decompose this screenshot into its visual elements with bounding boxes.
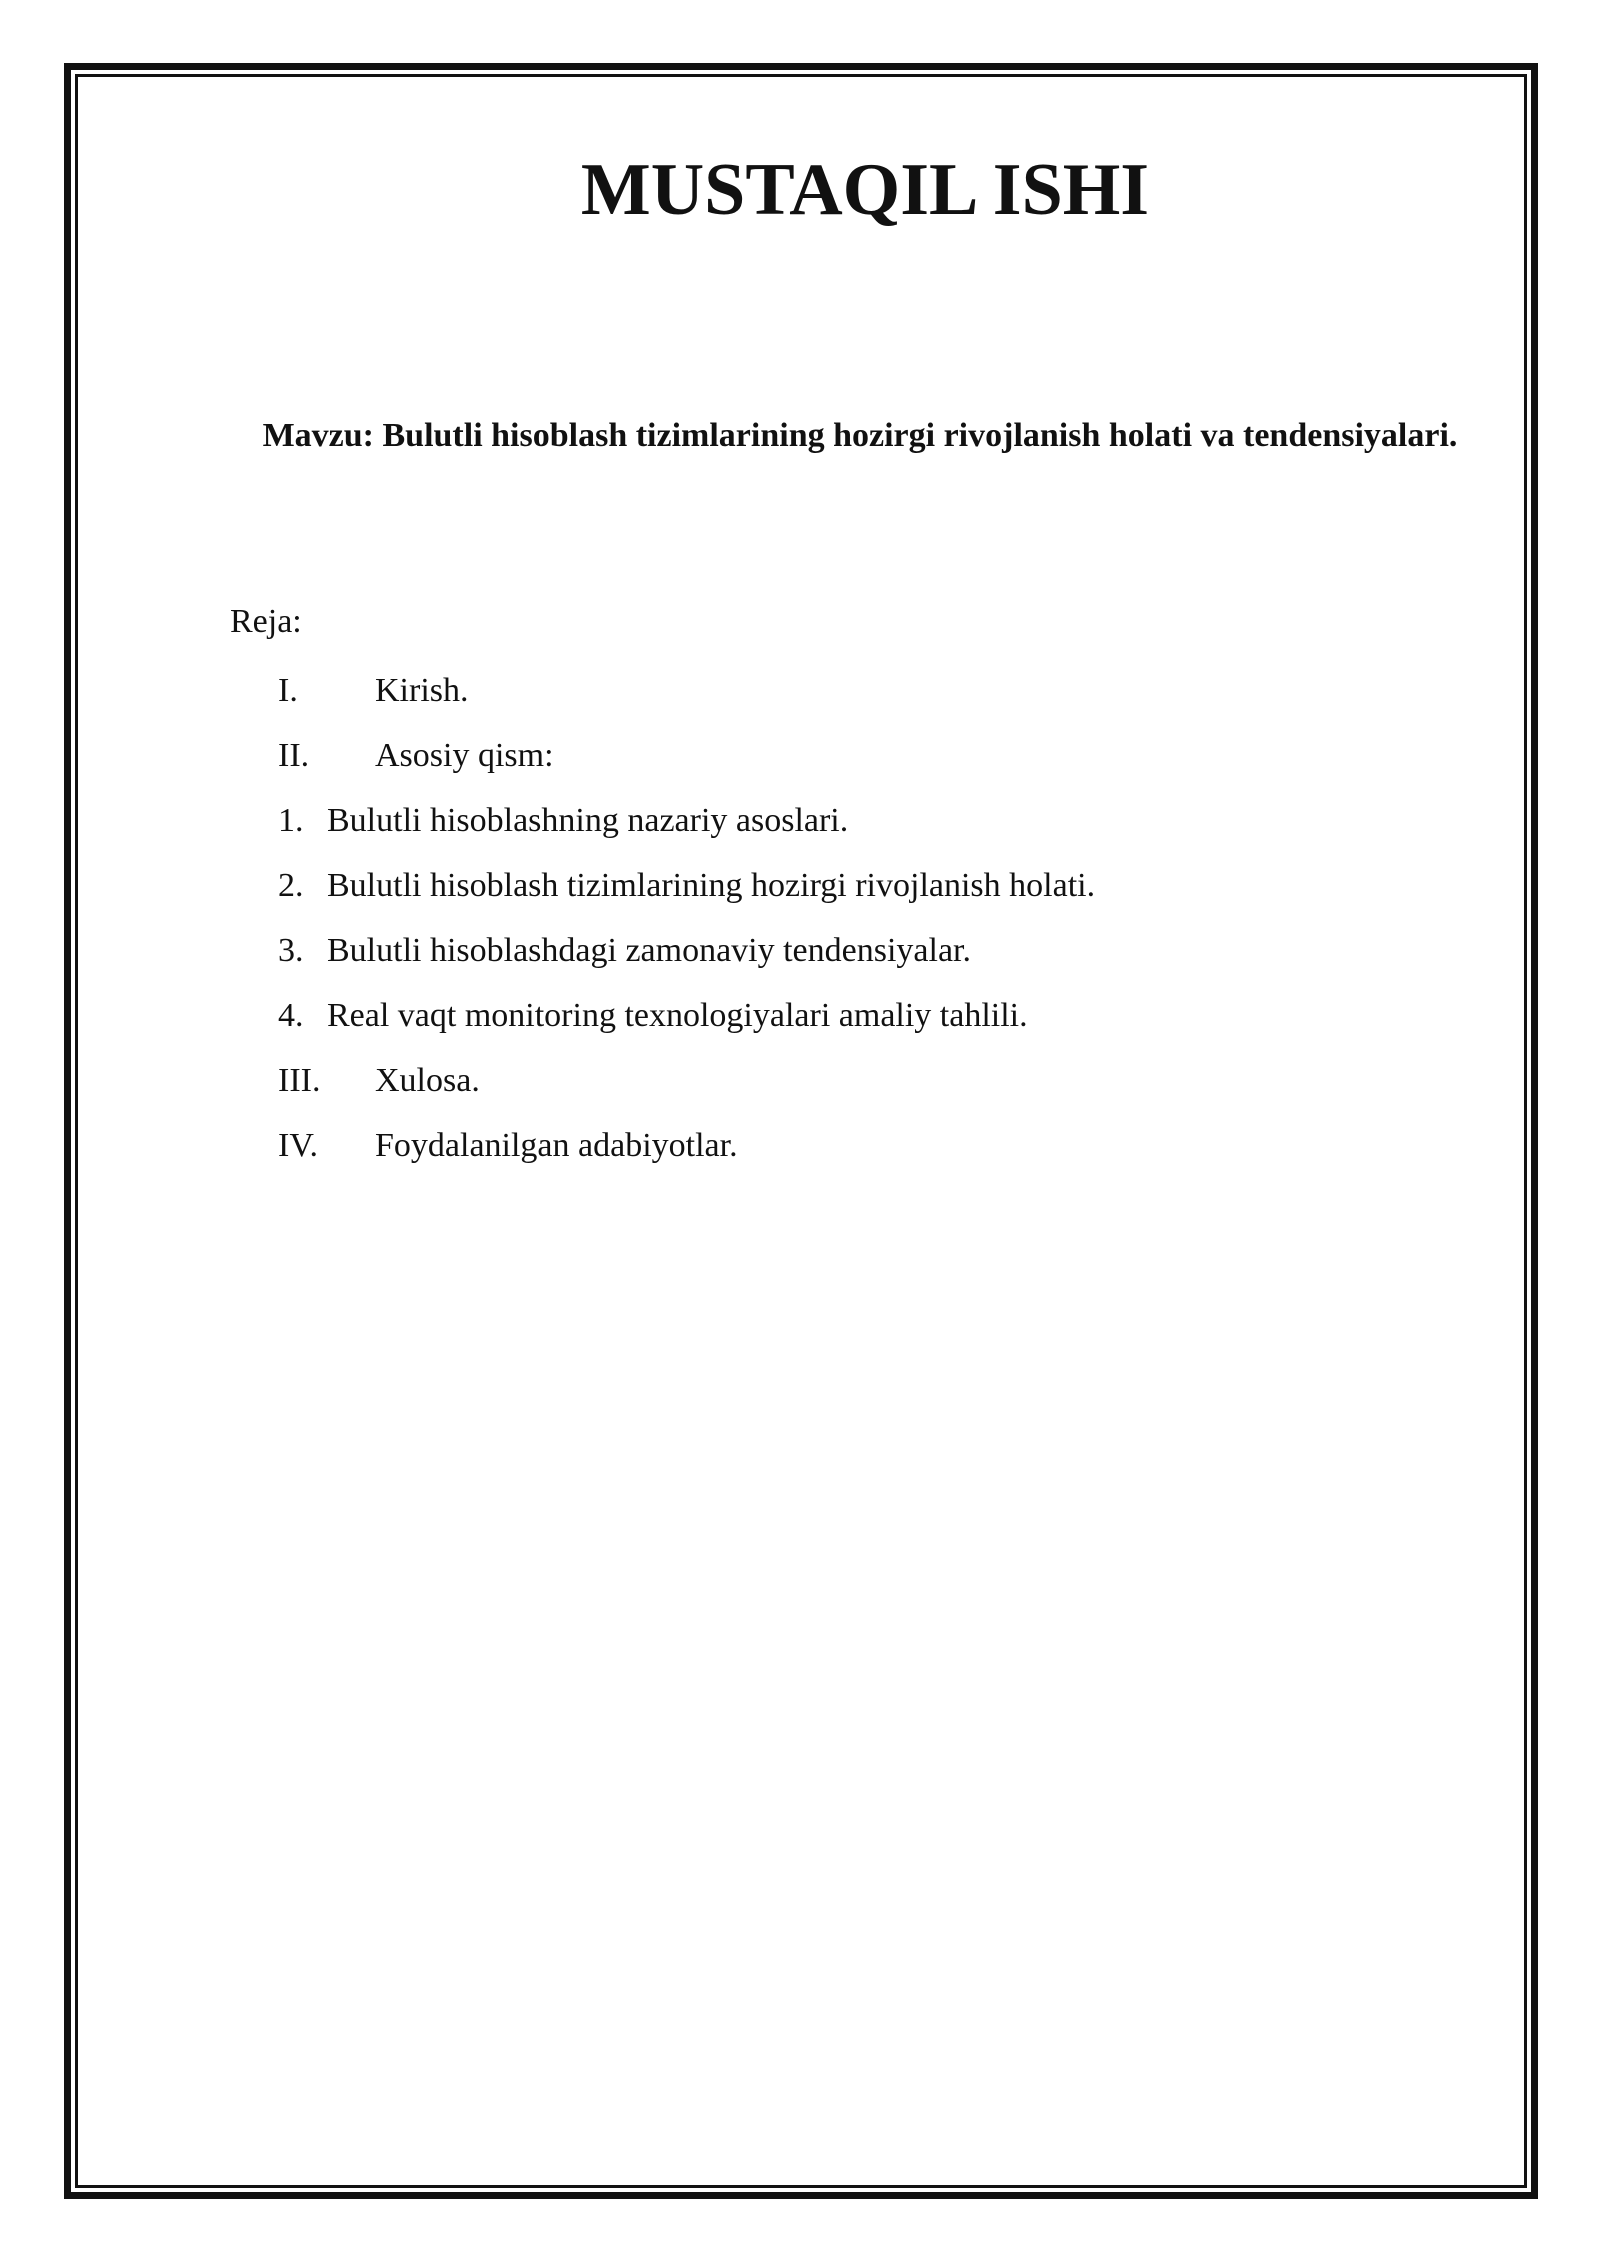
list-item-text: Foydalanilgan adabiyotlar.	[375, 1127, 738, 1164]
list-marker: 2.	[278, 867, 304, 904]
plan-item-references	[278, 1123, 1378, 1188]
plan-item-theory	[278, 798, 1378, 863]
plan-item-trends	[278, 928, 1378, 993]
list-item-text: Real vaqt monitoring texnologiyalari amaliy tahlili.	[327, 997, 1028, 1034]
plan-item-current-state	[278, 863, 1378, 928]
list-marker: 3.	[278, 932, 304, 969]
list-marker: IV.	[278, 1127, 318, 1164]
topic-heading: Mavzu: Bulutli hisoblash tizimlarining hozirgi rivojlanish holati va tendensiyalari.	[262, 417, 1458, 454]
list-item-text: Asosiy qism:	[375, 737, 554, 774]
list-marker: 4.	[278, 997, 304, 1034]
plan-list	[278, 668, 1378, 1188]
plan-label: Reja:	[230, 603, 302, 640]
list-item-text: Bulutli hisoblashning nazariy asoslari.	[327, 802, 849, 839]
list-item-text: Bulutli hisoblashdagi zamonaviy tendensiyalar.	[327, 932, 971, 969]
list-marker: 1.	[278, 802, 304, 839]
page-title: MUSTAQIL ISHI	[580, 149, 1150, 231]
list-item-text: Bulutli hisoblash tizimlarining hozirgi rivojlanish holati.	[327, 867, 1096, 904]
plan-item-monitoring	[278, 993, 1378, 1058]
list-marker: II.	[278, 737, 310, 774]
plan-item-main-part	[278, 733, 1378, 798]
list-marker: I.	[278, 672, 298, 709]
list-item-text: Xulosa.	[375, 1062, 480, 1099]
plan-item-introduction	[278, 668, 1378, 733]
plan-item-conclusion	[278, 1058, 1378, 1123]
list-marker: III.	[278, 1062, 321, 1099]
list-item-text: Kirish.	[375, 672, 469, 709]
